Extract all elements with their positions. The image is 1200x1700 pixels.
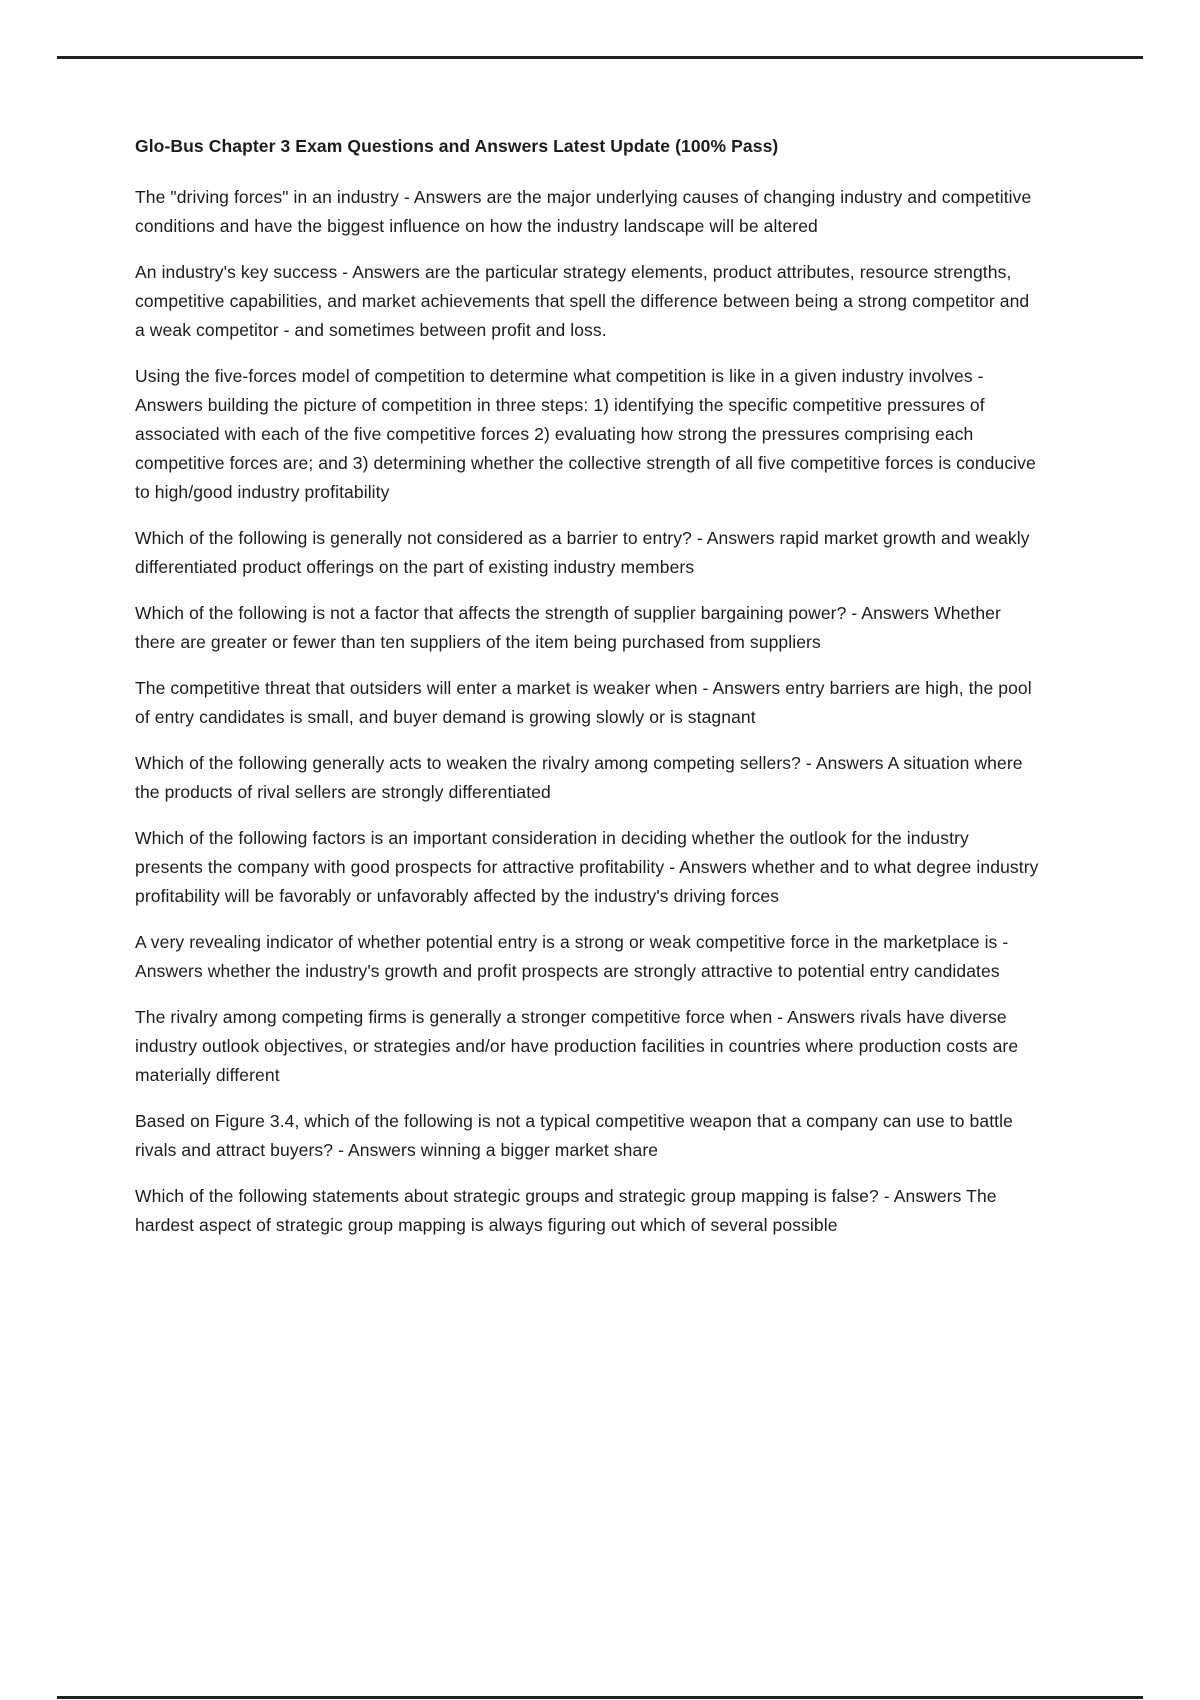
paragraph: Which of the following factors is an important consideration in deciding whether the outlook for the industry presents the company with good prospects for attractive profitability - Answers whether and to what degree industry profitability will be favorably or unfavorably affected by the industry's driving forces: [135, 828, 1039, 906]
top-rule: [57, 56, 1143, 59]
paragraph: Which of the following is generally not considered as a barrier to entry? - Answers rapid market growth and weakly differentiated product offerings on the part of existing industry members: [135, 528, 1030, 577]
bottom-rule: [57, 1696, 1143, 1699]
paragraph: A very revealing indicator of whether potential entry is a strong or weak competitive force in the marketplace is - Answers whether the industry's growth and profit prospects are strongly attractive to potential entry candidates: [135, 932, 1009, 981]
document-title: Glo-Bus Chapter 3 Exam Questions and Answers Latest Update (100% Pass): [135, 136, 779, 156]
paragraph: Using the five-forces model of competition to determine what competition is like in a given industry involves - Answers building the picture of competition in three steps: 1) identifying the specific competitive pressures of associated with each of the five competitive forces 2) evaluating how strong the pressures comprising each competitive forces are; and 3) determining whether the collective strength of all five competitive forces is conducive to high/good industry profitability: [135, 366, 1036, 502]
paragraph: The rivalry among competing firms is generally a stronger competitive force when - Answers rivals have diverse industry outlook objectives, or strategies and/or have production facilities in countries where production costs are materially different: [135, 1007, 1019, 1085]
paragraph: Based on Figure 3.4, which of the following is not a typical competitive weapon that a company can use to battle rivals and attract buyers? - Answers winning a bigger market share: [135, 1111, 1013, 1160]
paragraph: The "driving forces" in an industry - Answers are the major underlying causes of changing industry and competitive conditions and have the biggest influence on how the industry landscape will be altered: [135, 187, 1032, 236]
paragraph: Which of the following is not a factor that affects the strength of supplier bargaining power? - Answers Whether there are greater or fewer than ten suppliers of the item being purchased from suppliers: [135, 603, 1001, 652]
paragraph: The competitive threat that outsiders will enter a market is weaker when - Answers entry barriers are high, the pool of entry candidates is small, and buyer demand is growing slowly or is stagnant: [135, 678, 1032, 727]
paragraph: Which of the following statements about strategic groups and strategic group mapping is false? - Answers The hardest aspect of strategic group mapping is always figuring out which of several possible: [135, 1186, 997, 1235]
paragraph: An industry's key success - Answers are the particular strategy elements, product attributes, resource strengths, competitive capabilities, and market achievements that spell the difference between being a strong competitor and a weak competitor - and sometimes between profit and loss.: [135, 262, 1030, 340]
document-body: [135, 132, 1040, 1257]
paragraph: Which of the following generally acts to weaken the rivalry among competing sellers? - Answers A situation where the products of rival sellers are strongly differentiated: [135, 753, 1023, 802]
